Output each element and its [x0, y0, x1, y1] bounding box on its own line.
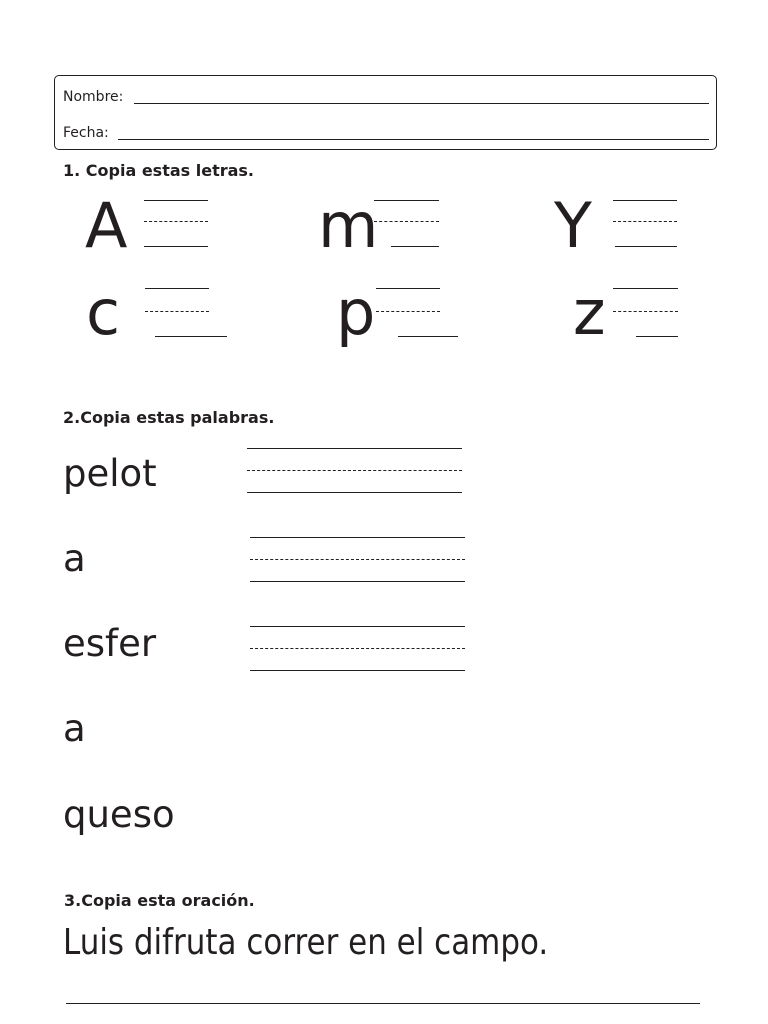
word-3: esfer [63, 622, 157, 665]
writing-line-top [613, 200, 677, 201]
writing-line-top [613, 288, 678, 289]
writing-line-top [376, 288, 440, 289]
section-2-title: 2.Copia estas palabras. [63, 408, 275, 427]
writing-line-base[interactable] [250, 670, 465, 671]
writing-line-mid [613, 311, 678, 312]
writing-line-mid [144, 221, 208, 222]
writing-line-mid [145, 311, 209, 312]
letter-z: z [573, 276, 606, 349]
section-3-title: 3.Copia esta oración. [64, 891, 255, 910]
date-label: Fecha: [63, 125, 109, 141]
letter-Y: Y [554, 189, 592, 262]
letter-p: p [336, 276, 376, 349]
letter-m: m [318, 189, 379, 262]
letter-c: c [86, 276, 121, 349]
word-1: pelot [63, 452, 157, 495]
writing-line-mid [250, 648, 465, 649]
name-label: Nombre: [63, 89, 124, 105]
writing-line-base[interactable] [636, 336, 678, 337]
sentence-writing-line[interactable] [66, 1003, 700, 1004]
writing-line-base[interactable] [144, 246, 208, 247]
sentence: Luis difruta correr en el campo. [63, 922, 549, 963]
writing-line-base[interactable] [391, 246, 439, 247]
writing-line-mid [250, 559, 465, 560]
writing-line-base[interactable] [398, 336, 458, 337]
word-2: a [63, 537, 86, 580]
writing-line-base[interactable] [250, 581, 465, 582]
writing-line-top [247, 448, 462, 449]
writing-line-top [250, 537, 465, 538]
writing-line-mid [247, 470, 462, 471]
writing-line-top [144, 200, 208, 201]
writing-line-mid [374, 221, 439, 222]
writing-line-mid [376, 311, 440, 312]
writing-line-base[interactable] [247, 492, 462, 493]
section-1-title: 1. Copia estas letras. [63, 161, 255, 180]
writing-line-base[interactable] [155, 336, 227, 337]
word-5: queso [63, 793, 175, 836]
word-4: a [63, 707, 86, 750]
writing-line-top [145, 288, 209, 289]
writing-line-base[interactable] [615, 246, 677, 247]
name-field[interactable] [134, 103, 709, 104]
writing-line-mid [613, 221, 677, 222]
writing-line-top [374, 200, 439, 201]
date-field[interactable] [118, 139, 709, 140]
writing-line-top [250, 626, 465, 627]
letter-A: A [85, 189, 128, 262]
